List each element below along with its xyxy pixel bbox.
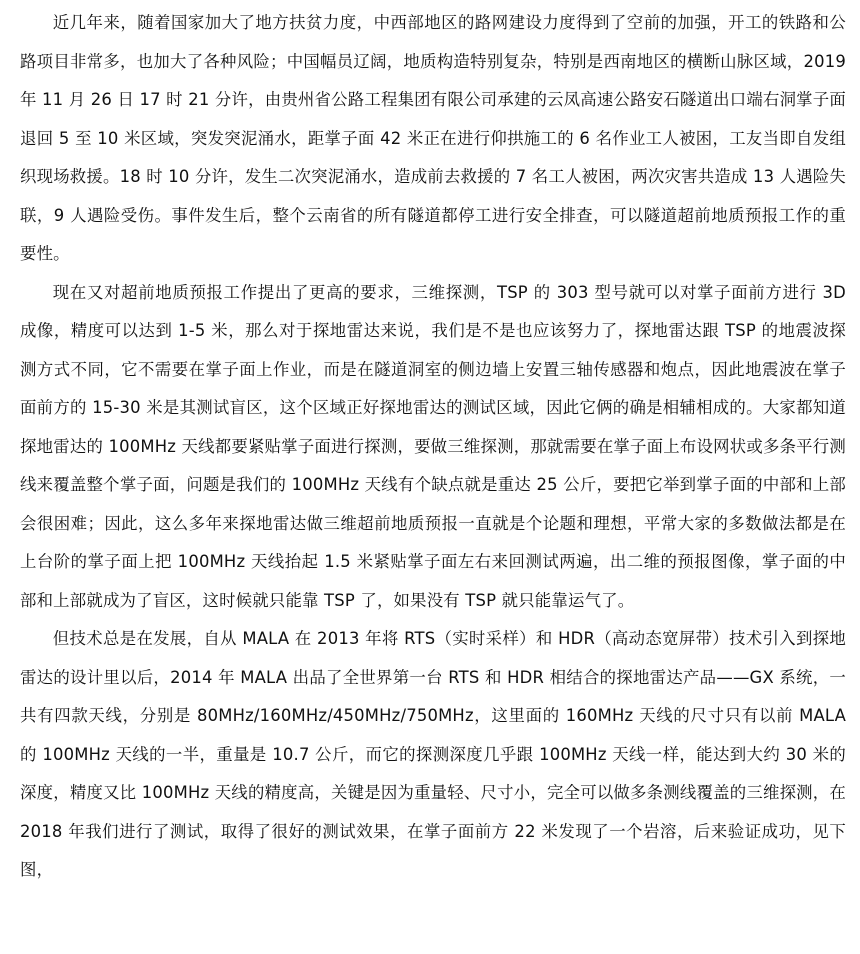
paragraph-2: 现在又对超前地质预报工作提出了更高的要求，三维探测，TSP 的 303 型号就可以对掌子面前方进行 3D 成像，精度可以达到 1-5 米，那么对于探地雷达来说，我们是不是也应该努力了，探地雷达跟 TSP 的地震波探测方式不同，它不需要在掌子面上作业，而是在隧道洞室的侧边墙上安置三轴传感器和炮点，因此地震波在掌子面前方的 15-30 米是其测试盲区，这个区域正好探地雷达的测试区域，因此它俩的确是相辅相成的。大家都知道探地雷达的 100MHz 天线都要紧贴掌子面进行探测，要做三维探测，那就需要在掌子面上布设网状或多条平行测线来覆盖整个掌子面，问题是我们的 100MHz 天线有个缺点就是重达 25 公斤，要把它举到掌子面的中部和上部会很困难；因此，这么多年来探地雷达做三维超前地质预报一直就是个论题和理想，平常大家的多数做法都是在上台阶的掌子面上把 100MHz 天线抬起 1.5 米紧贴掌子面左右来回测试两遍，出二维的预报图像，掌子面的中部和上部就成为了盲区，这时候就只能靠 TSP 了，如果没有 TSP 就只能靠运气了。: [20, 282, 846, 610]
paragraph-3: 但技术总是在发展，自从 MALA 在 2013 年将 RTS（实时采样）和 HDR（高动态宽屏带）技术引入到探地雷达的设计里以后，2014 年 MALA 出品了全世界第一台 RTS 和 HDR 相结合的探地雷达产品——GX 系统，一共有四款天线，分别是 80MHz/160MHz/450MHz/750MHz，这里面的 160MHz 天线的尺寸只有以前 MALA 的 100MHz 天线的一半，重量是 10.7 公斤，而它的探测深度几乎跟 100MHz 天线一样，能达到大约 30 米的深度，精度又比 100MHz 天线的精度高，关键是因为重量轻、尺寸小，完全可以做多条测线覆盖的三维探测，在 2018 年我们进行了测试，取得了很好的测试效果，在掌子面前方 22 米发现了一个岩溶，后来验证成功，见下图，: [20, 629, 846, 879]
paragraph-1: 近几年来，随着国家加大了地方扶贫力度，中西部地区的路网建设力度得到了空前的加强，开工的铁路和公路项目非常多，也加大了各种风险；中国幅员辽阔，地质构造特别复杂，特别是西南地区的横断山脉区域，2019 年 11 月 26 日 17 时 21 分许，由贵州省公路工程集团有限公司承建的云凤高速公路安石隧道出口端右洞掌子面退回 5 至 10 米区域，突发突泥涌水，距掌子面 42 米正在进行仰拱施工的 6 名作业工人被困，工友当即自发组织现场救援。18 时 10 分许，发生二次突泥涌水，造成前去救援的 7 名工人被困，两次灾害共造成 13 人遇险失联，9 人遇险受伤。事件发生后，整个云南省的所有隧道都停工进行安全排查，可以隧道超前地质预报工作的重要性。: [20, 13, 846, 263]
